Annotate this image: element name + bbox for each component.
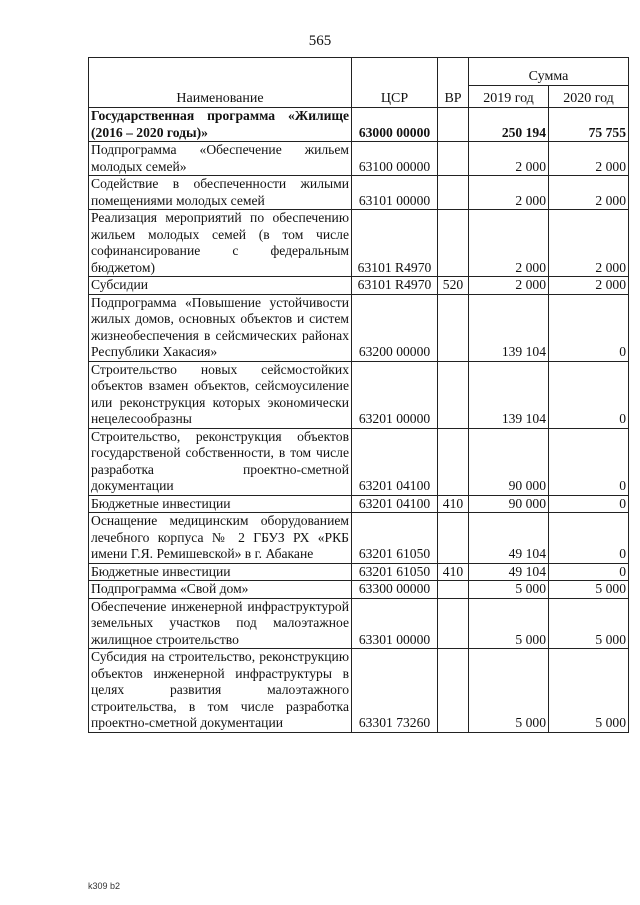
row-name: Строительство новых сейсмостойких объектов взамен объектов, сейсмоусиление или реконструкция которых экономически нецелесообразны — [89, 361, 352, 428]
row-name: Подпрограмма «Свой дом» — [89, 581, 352, 599]
row-sum-2019: 139 104 — [469, 294, 549, 361]
row-vr — [438, 361, 469, 428]
table-row — [89, 495, 629, 513]
row-vr — [438, 294, 469, 361]
header-sum: Сумма — [469, 58, 629, 86]
row-csr: 63100 00000 — [352, 142, 438, 176]
row-vr — [438, 513, 469, 564]
row-sum-2020: 2 000 — [549, 176, 629, 210]
header-year-2019: 2019 год — [469, 86, 549, 108]
row-sum-2019: 49 104 — [469, 513, 549, 564]
row-sum-2020: 2 000 — [549, 277, 629, 295]
row-csr: 63101 R4970 — [352, 277, 438, 295]
header-vr: ВР — [438, 58, 469, 108]
header-name: Наименование — [89, 58, 352, 108]
row-name: Обеспечение инженерной инфраструктурой земельных участков под малоэтажное жилищное строительство — [89, 598, 352, 649]
row-csr: 63201 04100 — [352, 428, 438, 495]
row-sum-2019: 2 000 — [469, 277, 549, 295]
row-name: Субсидии — [89, 277, 352, 295]
header-csr: ЦСР — [352, 58, 438, 108]
row-vr — [438, 598, 469, 649]
row-sum-2019: 5 000 — [469, 581, 549, 599]
header-year-2020: 2020 год — [549, 86, 629, 108]
row-name: Субсидия на строительство, реконструкцию объектов инженерной инфраструктуры в целях развития малоэтажного строительства, в том числе разработка проектно-сметной документации — [89, 649, 352, 733]
row-csr: 63201 00000 — [352, 361, 438, 428]
row-csr: 63301 00000 — [352, 598, 438, 649]
row-csr: 63101 R4970 — [352, 210, 438, 277]
table-row — [89, 649, 629, 733]
table-row — [89, 563, 629, 581]
row-csr: 63101 00000 — [352, 176, 438, 210]
row-name: Государственная программа «Жилище (2016 – 2020 годы)» — [89, 108, 352, 142]
row-sum-2019: 139 104 — [469, 361, 549, 428]
row-sum-2019: 90 000 — [469, 428, 549, 495]
row-csr: 63300 00000 — [352, 581, 438, 599]
row-sum-2020: 5 000 — [549, 649, 629, 733]
table-row — [89, 142, 629, 176]
row-name: Строительство, реконструкция объектов государственой собственности, в том числе разработка проектно-сметной документации — [89, 428, 352, 495]
row-sum-2020: 0 — [549, 294, 629, 361]
row-sum-2020: 0 — [549, 563, 629, 581]
row-sum-2019: 250 194 — [469, 108, 549, 142]
row-sum-2020: 75 755 — [549, 108, 629, 142]
table-row — [89, 361, 629, 428]
row-sum-2019: 49 104 — [469, 563, 549, 581]
row-vr — [438, 649, 469, 733]
table-row — [89, 294, 629, 361]
row-sum-2019: 5 000 — [469, 598, 549, 649]
row-csr: 63301 73260 — [352, 649, 438, 733]
row-name: Подпрограмма «Повышение устойчивости жилых домов, основных объектов и систем жизнеобеспечения в сейсмических районах Республики Хакасия» — [89, 294, 352, 361]
table-row — [89, 277, 629, 295]
row-csr: 63200 00000 — [352, 294, 438, 361]
row-sum-2020: 5 000 — [549, 581, 629, 599]
table-row — [89, 581, 629, 599]
row-csr: 63201 61050 — [352, 563, 438, 581]
row-sum-2020: 5 000 — [549, 598, 629, 649]
table-row — [89, 210, 629, 277]
row-name: Подпрограмма «Обеспечение жильем молодых семей» — [89, 142, 352, 176]
row-vr: 410 — [438, 563, 469, 581]
footer-code: k309 b2 — [88, 881, 121, 891]
row-vr — [438, 108, 469, 142]
row-sum-2019: 2 000 — [469, 210, 549, 277]
row-vr — [438, 176, 469, 210]
row-csr: 63000 00000 — [352, 108, 438, 142]
row-sum-2020: 0 — [549, 495, 629, 513]
table-row — [89, 108, 629, 142]
row-vr — [438, 581, 469, 599]
table-row — [89, 513, 629, 564]
row-sum-2020: 2 000 — [549, 142, 629, 176]
page-number: 565 — [308, 33, 332, 49]
row-sum-2020: 0 — [549, 428, 629, 495]
row-name: Реализация мероприятий по обеспечению жильем молодых семей (в том числе софинансирование с федеральным бюджетом) — [89, 210, 352, 277]
row-sum-2020: 0 — [549, 513, 629, 564]
row-name: Бюджетные инвестиции — [89, 495, 352, 513]
row-name: Бюджетные инвестиции — [89, 563, 352, 581]
row-vr: 520 — [438, 277, 469, 295]
row-name: Содействие в обеспеченности жилыми помещениями молодых семей — [89, 176, 352, 210]
row-vr — [438, 210, 469, 277]
row-vr: 410 — [438, 495, 469, 513]
table-row — [89, 428, 629, 495]
table-row — [89, 598, 629, 649]
row-sum-2019: 2 000 — [469, 176, 549, 210]
row-sum-2019: 5 000 — [469, 649, 549, 733]
row-csr: 63201 61050 — [352, 513, 438, 564]
budget-table — [88, 57, 629, 733]
row-vr — [438, 142, 469, 176]
row-sum-2020: 2 000 — [549, 210, 629, 277]
row-sum-2019: 90 000 — [469, 495, 549, 513]
row-csr: 63201 04100 — [352, 495, 438, 513]
row-sum-2020: 0 — [549, 361, 629, 428]
row-sum-2019: 2 000 — [469, 142, 549, 176]
row-name: Оснащение медицинским оборудованием лечебного корпуса № 2 ГБУЗ РХ «РКБ имени Г.Я. Ремишевской» в г. Абакане — [89, 513, 352, 564]
row-vr — [438, 428, 469, 495]
table-row — [89, 176, 629, 210]
